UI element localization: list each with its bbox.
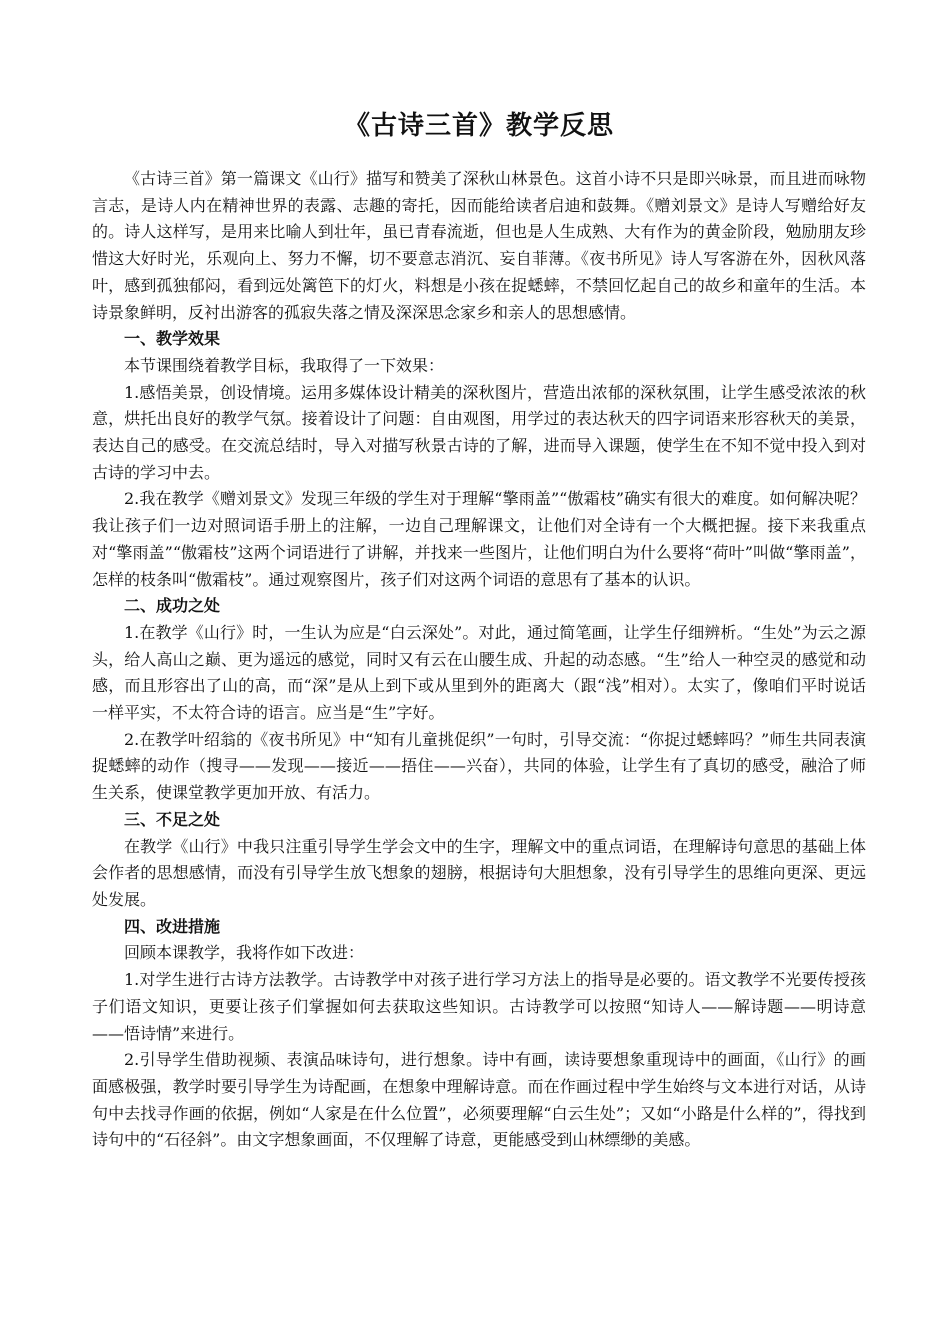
section4-item-1: 1.对学生进行古诗方法教学。古诗教学中对孩子进行学习方法上的指导是必要的。语文教学不光要传授孩子们语文知识，更要让孩子们掌握如何去获取这些知识。古诗教学可以按照“知诗人——解诗题——明诗意——悟诗情”来进行。 — [92, 970, 866, 1043]
section1-item-2: 2.我在教学《赠刘景文》发现三年级的学生对于理解“擎雨盖”“傲霜枝”确实有很大的难度。如何解决呢？我让孩子们一边对照词语手册上的注解，一边自己理解课文，让他们对全诗有一个大概把握。接下来我重点对“擎雨盖”“傲霜枝”这两个词语进行了讲解，并找来一些图片，让他们明白为什么要将“荷叶”叫做“擎雨盖”，怎样的枝条叫“傲霜枝”。通过观察图片，孩子们对这两个词语的意思有了基本的认识。 — [92, 489, 866, 589]
section-heading-shortcomings: 三、不足之处 — [124, 809, 221, 829]
section1-item-1: 1.感悟美景，创设情境。运用多媒体设计精美的深秋图片，营造出浓郁的深秋氛围，让学生感受浓浓的秋意，烘托出良好的教学气氛。接着设计了问题：自由观图，用学过的表达秋天的四字词语来形容秋天的美景，表达自己的感受。在交流总结时，导入对描写秋景古诗的了解，进而导入课题，使学生在不知不觉中投入到对古诗的学习中去。 — [92, 382, 866, 482]
section2-item-2: 2.在教学叶绍翁的《夜书所见》中“知有儿童挑促织”一句时，引导交流：“你捉过蟋蟀吗？”师生共同表演捉蟋蟀的动作（搜寻——发现——接近——捂住——兴奋），共同的体验，让学生有了真切的感受，融洽了师生关系，使课堂教学更加开放、有活力。 — [92, 729, 866, 803]
document-title: 《古诗三首》教学反思 — [343, 111, 614, 141]
section-heading-improvements: 四、改进措施 — [124, 916, 221, 936]
section1-lead: 本节课围绕着教学目标，我取得了一下效果： — [124, 355, 445, 375]
document-page — [92, 0, 866, 1154]
section2-item-1: 1.在教学《山行》时，一生认为应是“白云深处”。对此，通过简笔画，让学生仔细辨析。“生处”为云之源头，给人高山之巅、更为遥远的感觉，同时又有云在山腰生成、升起的动态感。“生”给人一种空灵的感觉和动感，而且形容出了山的高，而“深”是从上到下或从里到外的距离大（跟“浅”相对）。太实了，像咱们平时说话一样平实，不太符合诗的语言。应当是“生”字好。 — [92, 622, 866, 723]
section4-item-2: 2.引导学生借助视频、表演品味诗句，进行想象。诗中有画，读诗要想象重现诗中的画面，《山行》的画面感极强，教学时要引导学生为诗配画，在想象中理解诗意。而在作画过程中学生始终与文本进行对话，从诗句中去找寻作画的依据，例如“人家是在什么位置”，必须要理解“白云生处”；又如“小路是什么样的”，得找到诗句中的“石径斜”。由文字想象画面，不仅理解了诗意，更能感受到山林缥缈的美感。 — [92, 1050, 866, 1150]
section-heading-teaching-effect: 一、教学效果 — [124, 329, 221, 349]
section3-body: 在教学《山行》中我只注重引导学生学会文中的生字，理解文中的重点词语，在理解诗句意思的基础上体会作者的思想感情，而没有引导学生放飞想象的翅膀，根据诗句大胆想象，没有引导学生的思维向更深、更远处发展。 — [92, 836, 866, 909]
section4-lead: 回顾本课教学，我将作如下改进： — [124, 943, 365, 963]
section-heading-successes: 二、成功之处 — [124, 596, 221, 616]
intro-paragraph: 《古诗三首》第一篇课文《山行》描写和赞美了深秋山林景色。这首小诗不只是即兴咏景，而且进而咏物言志，是诗人内在精神世界的表露、志趣的寄托，因而能给读者启迪和鼓舞。《赠刘景文》是诗人写赠给好友的。诗人这样写，是用来比喻人到壮年，虽已青春流逝，但也是人生成熟、大有作为的黄金阶段，勉励朋友珍惜这大好时光，乐观向上、努力不懈，切不要意志消沉、妄自菲薄。《夜书所见》诗人写客游在外，因秋风落叶，感到孤独郁闷，看到远处篱笆下的灯火，料想是小孩在捉蟋蟀，不禁回忆起自己的故乡和童年的生活。本诗景象鲜明，反衬出游客的孤寂失落之情及深深思念家乡和亲人的思想感情。 — [92, 169, 866, 322]
